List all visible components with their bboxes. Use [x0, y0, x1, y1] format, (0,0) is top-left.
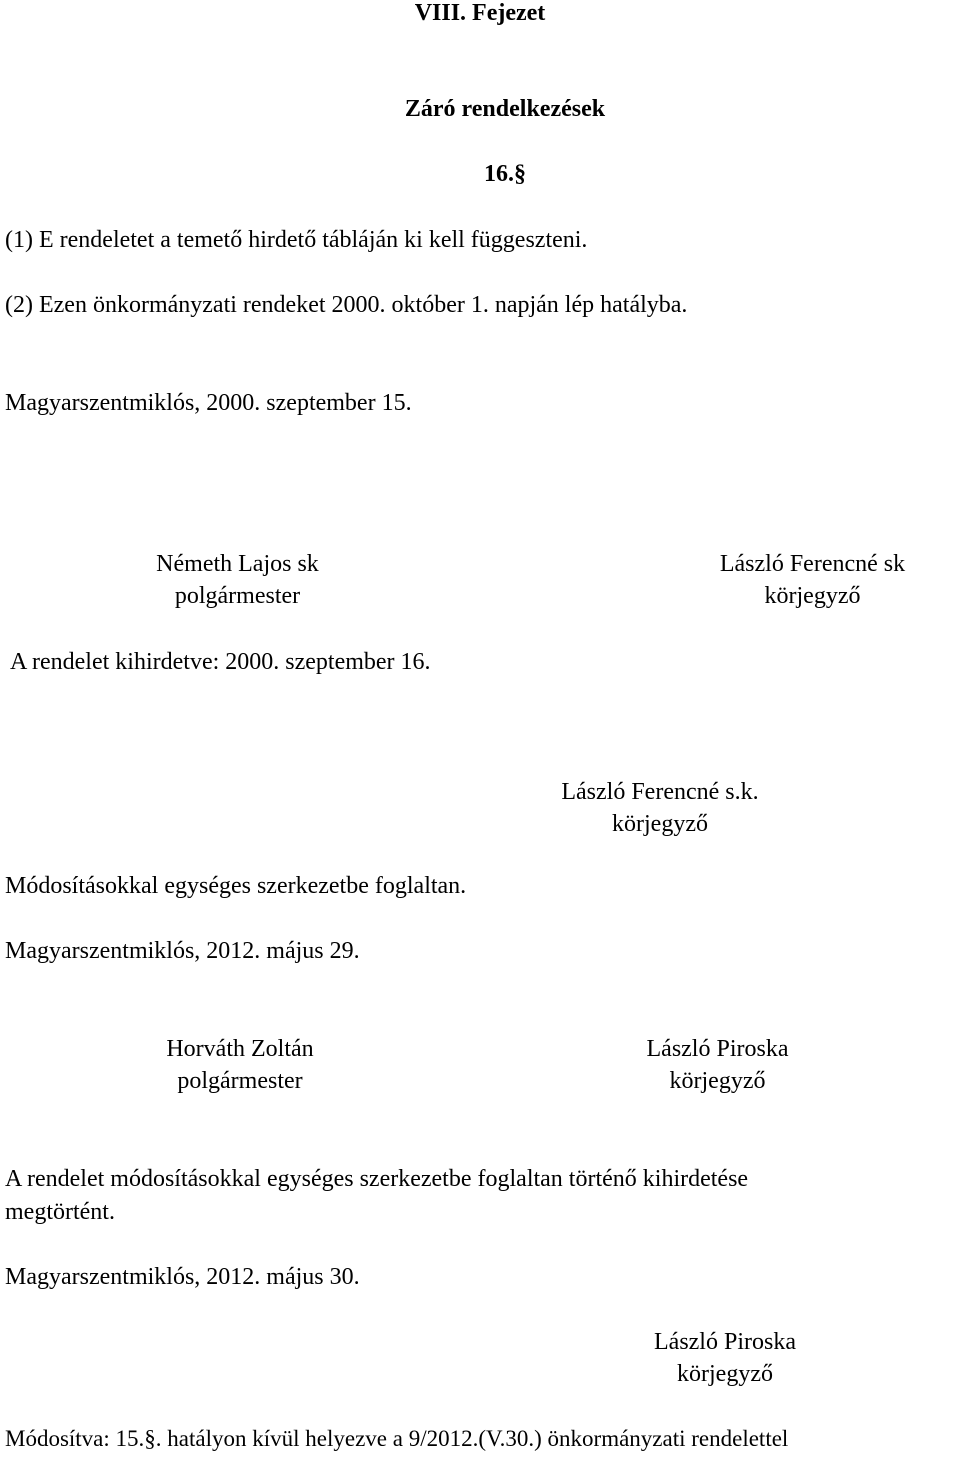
signature-right-name: László Ferencné sk: [719, 551, 906, 577]
chapter-title: VIII. Fejezet: [414, 0, 546, 26]
signature-2-title: körjegyző: [612, 811, 708, 837]
announcement-1: A rendelet kihirdetve: 2000. szeptember 16.: [10, 649, 431, 675]
signature-left-name: Németh Lajos sk: [156, 551, 319, 577]
signature-3-left-title: polgármester: [177, 1068, 303, 1094]
signature-4-name: László Piroska: [654, 1329, 796, 1355]
signature-4-title: körjegyző: [677, 1361, 773, 1387]
signature-2-name: László Ferencné s.k.: [561, 779, 759, 805]
signature-3-right-name: László Piroska: [646, 1036, 789, 1062]
signature-3-right-title: körjegyző: [669, 1068, 766, 1094]
paragraph-1: (1) E rendeletet a temető hirdető tábláján ki kell függeszteni.: [5, 227, 588, 253]
signature-right-title: körjegyző: [764, 583, 861, 609]
place-date-2: Magyarszentmiklós, 2012. május 29.: [5, 938, 360, 964]
consolidated-note: Módosításokkal egységes szerkezetbe foglaltan.: [5, 873, 467, 899]
signature-3-left-name: Horváth Zoltán: [166, 1036, 314, 1062]
chapter-subtitle: Záró rendelkezések: [404, 96, 606, 122]
paragraph-2: (2) Ezen önkormányzati rendeket 2000. október 1. napján lép hatályba.: [5, 292, 688, 318]
announcement-2-line2: megtörtént.: [5, 1199, 115, 1225]
place-date-1: Magyarszentmiklós, 2000. szeptember 15.: [5, 390, 412, 416]
signature-left-title: polgármester: [174, 583, 301, 609]
announcement-2-line1: A rendelet módosításokkal egységes szerkezetbe foglaltan történő kihirdetése: [5, 1166, 749, 1192]
footer-note: Módosítva: 15.§. hatályon kívül helyezve a 9/2012.(V.30.) önkormányzati rendelettel: [5, 1426, 789, 1451]
place-date-3: Magyarszentmiklós, 2012. május 30.: [5, 1264, 360, 1290]
section-number: 16.§: [484, 161, 526, 187]
